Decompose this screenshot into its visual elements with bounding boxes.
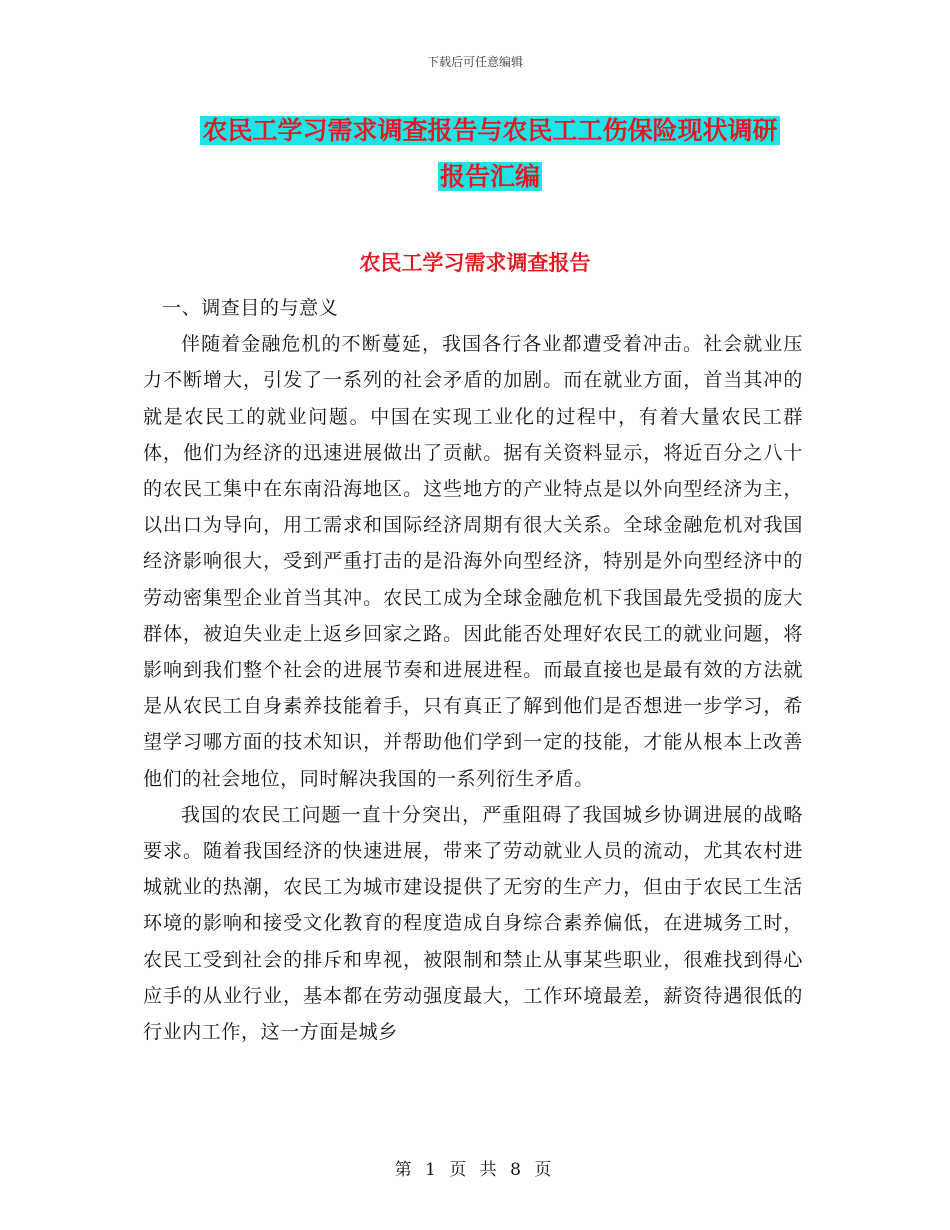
document-title-line2: 报告汇编 — [439, 162, 540, 191]
section-heading: 一、调查目的与意义 — [162, 297, 339, 319]
document-title — [140, 108, 840, 200]
section-title: 农民工学习需求调查报告 — [359, 250, 591, 275]
document-title-line1: 农民工学习需求调查报告与农民工工伤保险现状调研 — [202, 116, 778, 145]
header-note: 下载后可任意编辑 — [426, 55, 523, 69]
body-text — [143, 290, 803, 1050]
paragraph-2: 我国的农民工问题一直十分突出，严重阻碍了我国城乡协调进展的战略要求。随着我国经济的快速进展，带来了劳动就业人员的流动，尤其农村进城就业的热潮，农民工为城市建设提供了无穷的生产力，但由于农民工生活环境的影响和接受文化教育的程度造成自身综合素养偏低，在进城务工时，农民工受到社会的排斥和卑视，被限制和禁止从事某些职业，很难找到得心应手的从业行业，基本都在劳动强度最大，工作环境最差，薪资待遇很低的行业内工作，这一方面是城乡 — [143, 803, 803, 1044]
paragraph-1: 伴随着金融危机的不断蔓延，我国各行各业都遭受着冲击。社会就业压力不断增大，引发了一系列的社会矛盾的加剧。而在就业方面，首当其冲的就是农民工的就业问题。中国在实现工业化的过程中，有着大量农民工群体，他们为经济的迅速进展做出了贡献。据有关资料显示，将近百分之八十的农民工集中在东南沿海地区。这些地方的产业特点是以外向型经济为主，以出口为导向，用工需求和国际经济周期有很大关系。全球金融危机对我国经济影响很大，受到严重打击的是沿海外向型经济，特别是外向型经济中的劳动密集型企业首当其冲。农民工成为全球金融危机下我国最先受损的庞大群体，被迫失业走上返乡回家之路。因此能否处理好农民工的就业问题，将影响到我们整个社会的进展节奏和进展进程。而最直接也是最有效的方法就是从农民工自身素养技能着手，只有真正了解到他们是否想进一步学习，希望学习哪方面的技术知识，并帮助他们学到一定的技能，才能从根本上改善他们的社会地位，同时解决我国的一系列衍生矛盾。 — [143, 333, 803, 790]
page-footer: 第 1 页 共 8 页 — [394, 1160, 556, 1180]
